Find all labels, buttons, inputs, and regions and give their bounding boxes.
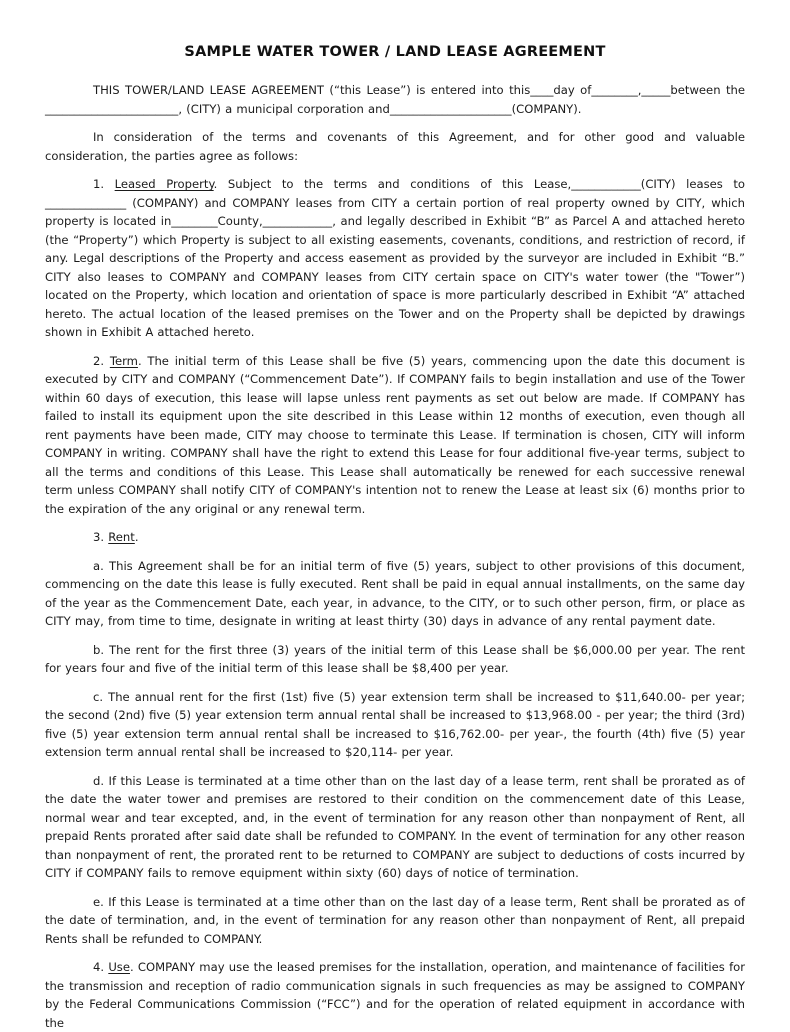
consideration-paragraph-text: In consideration of the terms and covenants of this Agreement, and for other good and valuable consideration, the parties agree as follows: [45, 130, 745, 163]
section-3-body: . [134, 530, 139, 544]
section-3-number: 3. [93, 530, 109, 544]
section-1-number: 1. [93, 177, 115, 191]
rent-subparagraph-c-text: c. The annual rent for the first (1st) five (5) year extension term shall be increased to $11,640.00- per year; the second (2nd) five (5) year extension term annual rental shall be increased to $13,968.00 - per year; the third (3rd) five (5) year extension term annual rental shall be increased to $16,762.00- per year-, the fourth (4th) five (5) year extension term annual rental shall be increased to $20,114- per year. [45, 689, 745, 759]
intro-paragraph [45, 81, 745, 118]
section-2-heading: Term [109, 353, 138, 368]
rent-subparagraph-a [45, 557, 745, 631]
section-3-heading: Rent [108, 530, 135, 544]
section-2-body: . The initial term of this Lease shall be five (5) years, commencing upon the date this document is executed by CITY and COMPANY (“Commencement Date”). If COMPANY fails to begin installation and use of the Tower within 60 days of execution, this lease will lapse unless rent payments as set out below are made. If COMPANY has failed to install its equipment upon the site described in this Lease within 12 months of execution, even though all rent payments have been made, CITY may choose to terminate this Lease. If termination is chosen, CITY will inform COMPANY in writing. COMPANY shall have the right to extend this Lease for four additional five-year terms, subject to all the terms and conditions of this Lease. This Lease shall automatically be renewed for each successive renewal term unless COMPANY shall notify CITY of COMPANY's intention not to renew the Lease at least six (6) months prior to the expiration of the any original or any renewal term. [45, 353, 745, 516]
consideration-paragraph [45, 128, 745, 165]
section-2-term [45, 352, 745, 519]
rent-subparagraph-d-text: d. If this Lease is terminated at a time other than on the last day of a lease term, rent shall be prorated as of the date the water tower and premises are restored to their condition on the commencement date of this Lease, normal wear and tear excepted, and, in the event of termination for any reason other than nonpayment of Rent, all prepaid Rents prorated after said date shall be refunded to COMPANY. In the event of termination for any other reason than nonpayment of rent, the prorated rent to be returned to COMPANY are subject to deductions of costs incurred by CITY if COMPANY fails to remove equipment within sixty (60) days of notice of termination. [45, 773, 745, 880]
section-4-heading: Use [108, 960, 130, 974]
rent-subparagraph-b [45, 641, 745, 678]
rent-subparagraph-c [45, 688, 745, 762]
rent-subparagraph-e-text: e. If this Lease is terminated at a time other than on the last day of a lease term, Rent shall be prorated as of the date of termination, and, in the event of termination for any reason other than nonpayment of Rent, all prepaid Rents shall be refunded to COMPANY. [45, 894, 745, 946]
rent-subparagraph-a-text: a. This Agreement shall be for an initial term of five (5) years, subject to other provisions of this document, commencing on the date this lease is fully executed. Rent shall be paid in equal annual installments, on the same day of the year as the Commencement Date, each year, in advance, to the CITY, or to such other person, firm, or place as CITY may, from time to time, designate in writing at least thirty (30) days in advance of any rental payment date. [45, 558, 745, 628]
section-4-use [45, 958, 745, 1032]
rent-subparagraph-d [45, 772, 745, 883]
section-3-rent [45, 528, 745, 547]
rent-subparagraph-b-text: b. The rent for the first three (3) years of the initial term of this Lease shall be $6,000.00 per year. The rent for years four and five of the initial term of this lease shall be $8,400 per year. [45, 642, 745, 675]
section-2-number: 2. [93, 353, 110, 368]
document-title-text: SAMPLE WATER TOWER / LAND LEASE AGREEMENT [184, 44, 606, 60]
section-4-number: 4. [93, 960, 109, 974]
section-4-body: . COMPANY may use the leased premises for the installation, operation, and maintenance of facilities for the transmission and reception of radio communication signals in such frequencies as may be assigned to COMPANY by the Federal Communications Commission (“FCC”) and for the operation of related equipment in accordance with the [45, 960, 746, 1030]
section-1-leased-property [45, 175, 745, 342]
intro-paragraph-text: THIS TOWER/LAND LEASE AGREEMENT (“this Lease”) is entered into this____day of________,_____between the _______________________, (CITY) a municipal corporation and_____________________(COMPANY). [45, 83, 745, 116]
section-1-body: . Subject to the terms and conditions of this Lease,____________(CITY) leases to ______________ (COMPANY) and COMPANY leases from CITY a certain portion of real property owned by CITY, which property is located in________County,____________, and legally described in Exhibit “B” as Parcel A and attached hereto (the “Property”) which Property is subject to all existing easements, covenants, conditions, and restriction of record, if any. Legal descriptions of the Property and access easement as provided by the surveyor are included in Exhibit “B.” CITY also leases to COMPANY and COMPANY leases from CITY certain space on CITY's water tower (the "Tower”) located on the Property, which location and orientation of space is more particularly described in Exhibit “A” attached hereto. The actual location of the leased premises on the Tower and on the Property shall be depicted by drawings shown in Exhibit A attached hereto. [45, 177, 745, 339]
section-1-heading: Leased Property [114, 177, 214, 191]
document-title [45, 44, 745, 60]
rent-subparagraph-e [45, 893, 745, 949]
